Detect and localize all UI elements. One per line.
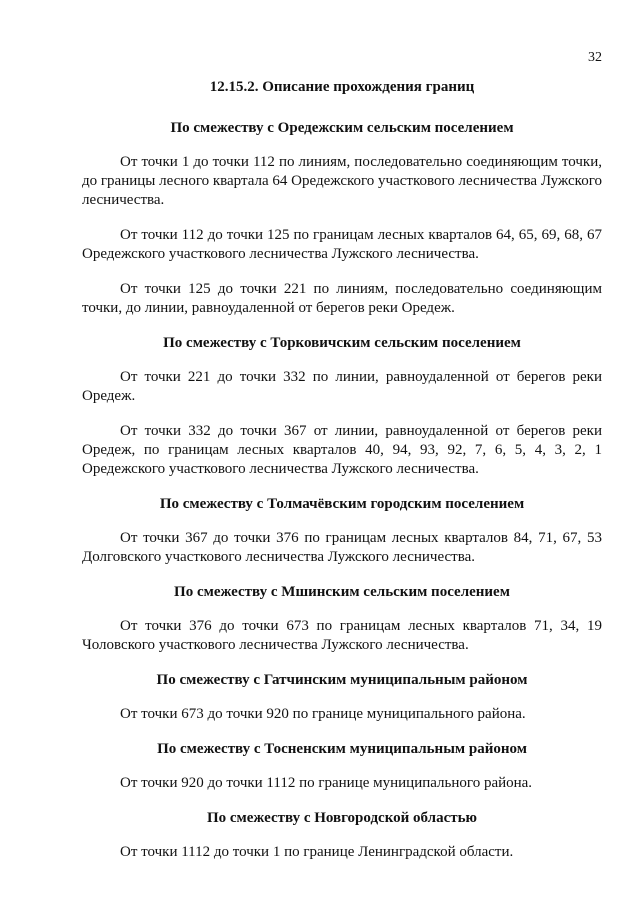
section-heading: По смежеству с Толмачёвским городским поселением [159,496,525,512]
boundary-section-oredezh [82,119,602,318]
paragraph: От точки 920 до точки 1112 по границе муниципального района. [120,775,533,791]
paragraph: От точки 1112 до точки 1 по границе Ленинградской области. [120,844,514,860]
paragraph: От точки 221 до точки 332 по линии, равноудаленной от берегов реки Оредеж. [82,369,602,404]
paragraph: От точки 332 до точки 367 от линии, равноудаленной от берегов реки Оредеж, по границам лесных кварталов 40, 94, 93, 92, 7, 6, 5, 4, 3, 2, 1 Оредежского участкового лесничества Лужского лесничества. [82,423,602,477]
section-heading: По смежеству с Гатчинским муниципальным районом [156,672,528,688]
boundary-section-gatchina [82,671,602,724]
section-heading: По смежеству с Торковичским сельским поселением [163,335,521,351]
boundary-section-tosno [82,740,602,793]
boundary-section-torkovichi [82,334,602,479]
paragraph: От точки 673 до точки 920 по границе муниципального района. [120,706,526,722]
boundary-section-tolmachevo [82,495,602,567]
section-heading: По смежеству с Оредежским сельским поселением [170,120,514,136]
paragraph: От точки 367 до точки 376 по границам лесных кварталов 84, 71, 67, 53 Долговского участкового лесничества Лужского лесничества. [82,530,602,565]
paragraph: От точки 1 до точки 112 по линиям, последовательно соединяющим точки, до границы лесного квартала 64 Оредежского участкового лесничества Лужского лесничества. [82,154,602,208]
section-heading: По смежеству с Новгородской областью [206,810,478,826]
document-body [82,70,602,878]
page-number: 32 [588,50,602,65]
paragraph: От точки 376 до точки 673 по границам лесных кварталов 71, 34, 19 Чоловского участкового лесничества Лужского лесничества. [82,618,602,653]
section-heading: По смежеству с Мшинским сельским поселением [174,584,510,600]
section-title: 12.15.2. Описание прохождения границ [209,79,475,95]
paragraph: От точки 125 до точки 221 по линиям, последовательно соединяющим точки, до линии, равноудаленной от берегов реки Оредеж. [82,281,602,316]
boundary-section-novgorod [82,809,602,862]
section-heading: По смежеству с Тосненским муниципальным районом [157,741,527,757]
boundary-section-mshinskaya [82,583,602,655]
paragraph: От точки 112 до точки 125 по границам лесных кварталов 64, 65, 69, 68, 67 Оредежского участкового лесничества Лужского лесничества. [82,227,602,262]
